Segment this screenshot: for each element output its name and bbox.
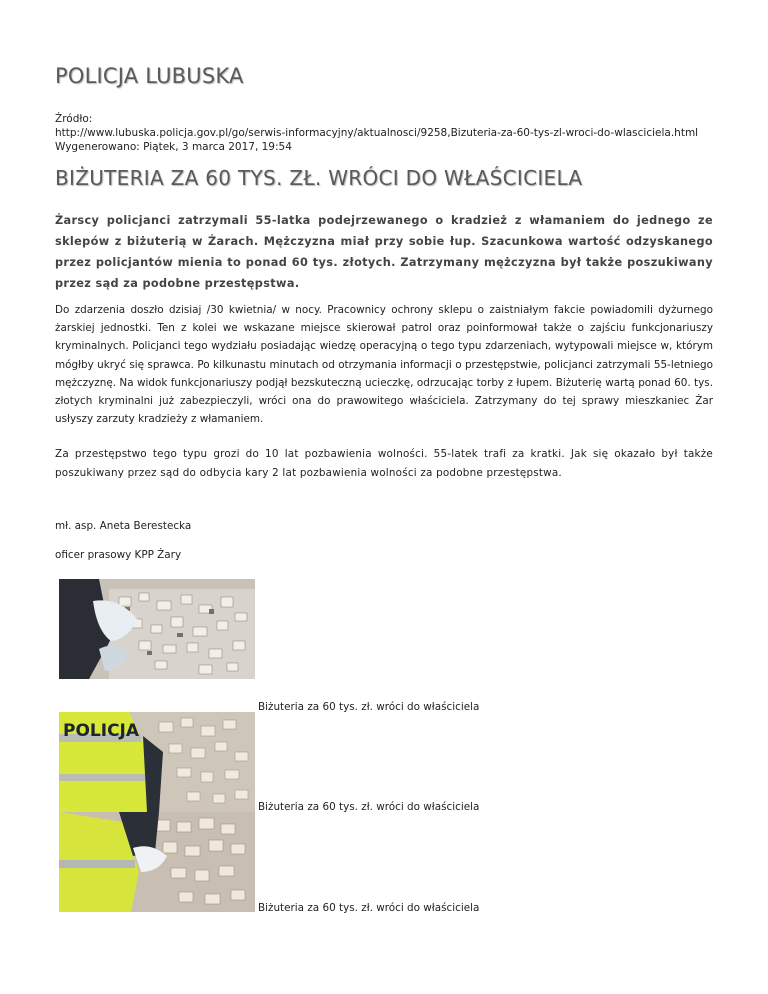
jewelry-photo-image <box>59 579 255 679</box>
police-photo-image <box>59 712 255 812</box>
photo-jewelry-3 <box>59 812 255 912</box>
vest-police-text: POLICJA <box>63 721 140 741</box>
author-role: oficer prasowy KPP Żary <box>55 549 182 561</box>
photo-jewelry-1 <box>59 579 255 679</box>
photo-jewelry-2 <box>59 712 255 812</box>
generated-date: Wygenerowano: Piątek, 3 marca 2017, 19:54 <box>55 141 292 153</box>
photo-caption-3: Biżuteria za 60 tys. zł. wróci do właściciela <box>258 902 480 914</box>
evidence-photo-image <box>59 812 255 912</box>
article-headline: BIŻUTERIA ZA 60 TYS. ZŁ. WRÓCI DO WŁAŚCICIELA <box>55 166 583 190</box>
article-paragraph-1: Do zdarzenia doszło dzisiaj /30 kwietnia/ w nocy. Pracownicy ochrony sklepu o zaistniałym fakcie powiadomili dyżurnego żarskiej jednostki. Ten z kolei we wskazane miejsce skierował patrol oraz poinformował także o zajściu funkcjonariuszy kryminalnych. Policjanci tego wydziału posiadając wiedzę operacyjną o tego typu zdarzeniach, wytypowali miejsce w, którym mógłby ukryć się sprawca. Po kilkunastu minutach od otrzymania informacji o przestępstwie, policjanci zatrzymali 55-letniego mężczyznę. Na widok funkcjonariuszy podjął bezskuteczną ucieczkę, odrzucając torby z łupem. Biżuterię wartą ponad 60. tys. złotych kryminalni już zabezpieczyli, wróci ona do prawowitego właściciela. Zatrzymany do tej sprawy mieszkaniec Żar usłyszy zarzuty kradzieży z włamaniem. <box>55 304 713 426</box>
author-name: mł. asp. Aneta Berestecka <box>55 520 192 532</box>
source-url[interactable]: http://www.lubuska.policja.gov.pl/go/serwis-informacyjny/aktualnosci/9258,Bizuteria-za-60-tys-zl-wroci-do-wlasciciela.html <box>55 127 699 139</box>
article-paragraph-2: Za przestępstwo tego typu grozi do 10 lat pozbawienia wolności. 55-latek trafi za kratki. Jak się okazało był także poszukiwany przez sąd do odbycia kary 2 lat pozbawienia wolności za podobne przestępstwa. <box>55 448 713 479</box>
source-info <box>55 112 698 154</box>
source-label: Źródło: <box>55 113 93 125</box>
article-lead: Żarscy policjanci zatrzymali 55-latka podejrzewanego o kradzież z włamaniem do jednego ze sklepów z biżuterią w Żarach. Mężczyzna miał przy sobie łup. Szacunkowa wartość odzyskanego przez policjantów mienia to ponad 60 tys. złotych. Zatrzymany mężczyzna był także poszukiwany przez sąd za podobne przestępstwa. <box>55 214 713 290</box>
photo-caption-1: Biżuteria za 60 tys. zł. wróci do właściciela <box>258 701 480 713</box>
photo-caption-2: Biżuteria za 60 tys. zł. wróci do właściciela <box>258 801 480 813</box>
site-title: POLICJA LUBUSKA <box>55 64 244 88</box>
